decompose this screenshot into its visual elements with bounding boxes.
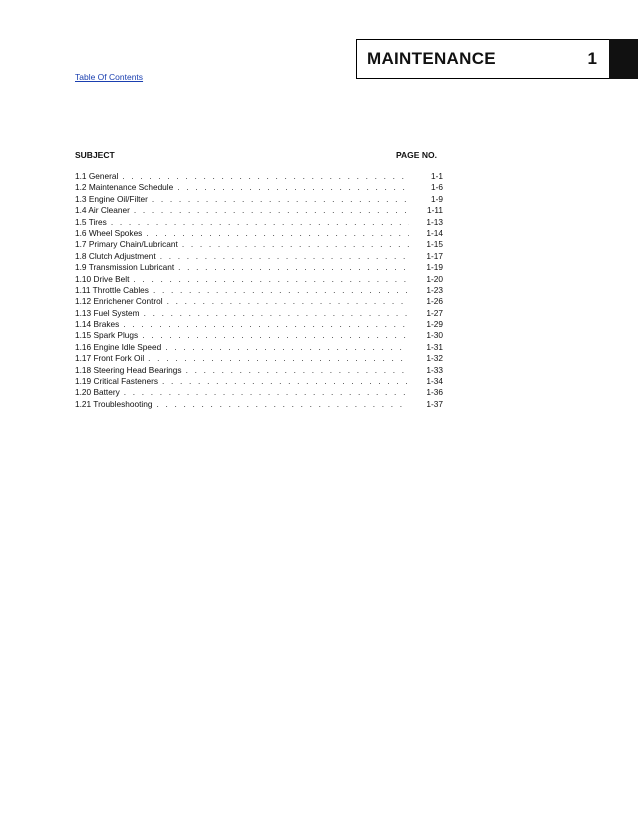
dot-leader: [182, 239, 409, 250]
toc-entry[interactable]: [75, 365, 443, 376]
chapter-title: MAINTENANCE: [367, 49, 496, 68]
toc-entry-page: 1-33: [426, 364, 443, 375]
toc-entry-title[interactable]: 1.13 Fuel System: [75, 307, 140, 318]
toc-entry-title[interactable]: 1.4 Air Cleaner: [75, 205, 130, 216]
toc-entry[interactable]: [75, 330, 443, 341]
toc-entry[interactable]: [75, 217, 443, 228]
toc-entry-page: 1-13: [426, 216, 443, 227]
toc-entry[interactable]: [75, 376, 443, 387]
dot-leader: [124, 387, 409, 398]
dot-leader: [167, 296, 409, 307]
dot-leader: [111, 217, 409, 228]
toc-entry-title[interactable]: 1.1 General: [75, 171, 119, 181]
toc-entry[interactable]: [75, 251, 443, 262]
chapter-tab-marker: [609, 39, 638, 79]
toc-entry-page: 1-19: [426, 262, 443, 273]
toc-list: [75, 171, 443, 410]
toc-entry[interactable]: [75, 182, 443, 193]
toc-entry[interactable]: [75, 399, 443, 410]
dot-leader: [144, 308, 409, 319]
toc-entry-title[interactable]: 1.12 Enrichener Control: [75, 296, 163, 307]
toc-entry[interactable]: [75, 262, 443, 273]
dot-leader: [148, 353, 409, 364]
dot-leader: [162, 376, 409, 387]
dot-leader: [146, 228, 409, 239]
toc-entry[interactable]: [75, 308, 443, 319]
toc-entry-title[interactable]: 1.20 Battery: [75, 387, 120, 398]
toc-entry-page: 1-26: [426, 296, 443, 307]
toc-entry-title[interactable]: 1.16 Engine Idle Speed: [75, 341, 162, 352]
toc-entry-page: 1-37: [426, 398, 443, 409]
dot-leader: [157, 399, 410, 410]
chapter-number: 1: [587, 49, 597, 68]
toc-entry-title[interactable]: 1.10 Drive Belt: [75, 273, 130, 284]
dot-leader: [123, 319, 409, 330]
toc-entry[interactable]: [75, 239, 443, 250]
toc-entry-page: 1-14: [426, 227, 443, 238]
toc-entry[interactable]: [75, 228, 443, 239]
toc-entry[interactable]: [75, 205, 443, 216]
dot-leader: [122, 171, 409, 182]
dot-leader: [152, 194, 409, 205]
toc-entry-page: 1-36: [426, 387, 443, 398]
toc-entry[interactable]: [75, 274, 443, 285]
toc-entry-title[interactable]: 1.15 Spark Plugs: [75, 330, 139, 341]
toc-entry-title[interactable]: 1.7 Primary Chain/Lubricant: [75, 239, 178, 250]
toc-entry[interactable]: [75, 285, 443, 296]
toc-entry[interactable]: [75, 296, 443, 307]
toc-entry-title[interactable]: 1.2 Maintenance Schedule: [75, 182, 174, 193]
toc-entry-page: 1-6: [431, 182, 443, 193]
toc-entry-page: 1-1: [431, 171, 443, 181]
dot-leader: [177, 182, 409, 193]
subject-column-header: SUBJECT: [75, 150, 115, 160]
toc-entry-page: 1-31: [426, 341, 443, 352]
dot-leader: [160, 251, 409, 262]
toc-entry-title[interactable]: 1.19 Critical Fasteners: [75, 376, 159, 387]
toc-entry-title[interactable]: 1.5 Tires: [75, 216, 107, 227]
toc-entry-page: 1-23: [426, 284, 443, 295]
toc-entry[interactable]: [75, 319, 443, 330]
toc-entry-title[interactable]: 1.11 Throttle Cables: [75, 284, 149, 295]
toc-entry-title[interactable]: 1.17 Front Fork Oil: [75, 353, 145, 364]
dot-leader: [142, 330, 409, 341]
toc-entry-page: 1-34: [426, 376, 443, 387]
toc-entry-title[interactable]: 1.21 Troubleshooting: [75, 398, 153, 409]
dot-leader: [186, 365, 409, 376]
toc-entry[interactable]: [75, 171, 443, 182]
toc-entry-page: 1-20: [426, 273, 443, 284]
toc-entry-page: 1-17: [426, 250, 443, 261]
chapter-header: [356, 39, 609, 79]
dot-leader: [134, 205, 409, 216]
dot-leader: [165, 342, 409, 353]
toc-entry-page: 1-32: [426, 353, 443, 364]
toc-entry-title[interactable]: 1.6 Wheel Spokes: [75, 227, 143, 238]
toc-entry-page: 1-30: [426, 330, 443, 341]
toc-entry[interactable]: [75, 342, 443, 353]
toc-entry-page: 1-9: [431, 193, 443, 204]
toc-entry-title[interactable]: 1.3 Engine Oil/Filter: [75, 193, 148, 204]
dot-leader: [178, 262, 409, 273]
toc-entry-title[interactable]: 1.9 Transmission Lubricant: [75, 262, 175, 273]
toc-entry[interactable]: [75, 194, 443, 205]
dot-leader: [153, 285, 409, 296]
page-column-header: PAGE NO.: [396, 150, 437, 160]
toc-entry[interactable]: [75, 353, 443, 364]
toc-entry-page: 1-11: [427, 205, 443, 216]
toc-entry-page: 1-27: [426, 307, 443, 318]
toc-entry-title[interactable]: 1.8 Clutch Adjustment: [75, 250, 156, 261]
toc-entry-title[interactable]: 1.14 Brakes: [75, 319, 120, 330]
table-of-contents-link[interactable]: Table Of Contents: [75, 72, 144, 82]
toc-entry-page: 1-29: [426, 319, 443, 330]
toc-entry-page: 1-15: [426, 239, 443, 250]
toc-entry-title[interactable]: 1.18 Steering Head Bearings: [75, 364, 182, 375]
toc-entry[interactable]: [75, 387, 443, 398]
dot-leader: [133, 274, 409, 285]
